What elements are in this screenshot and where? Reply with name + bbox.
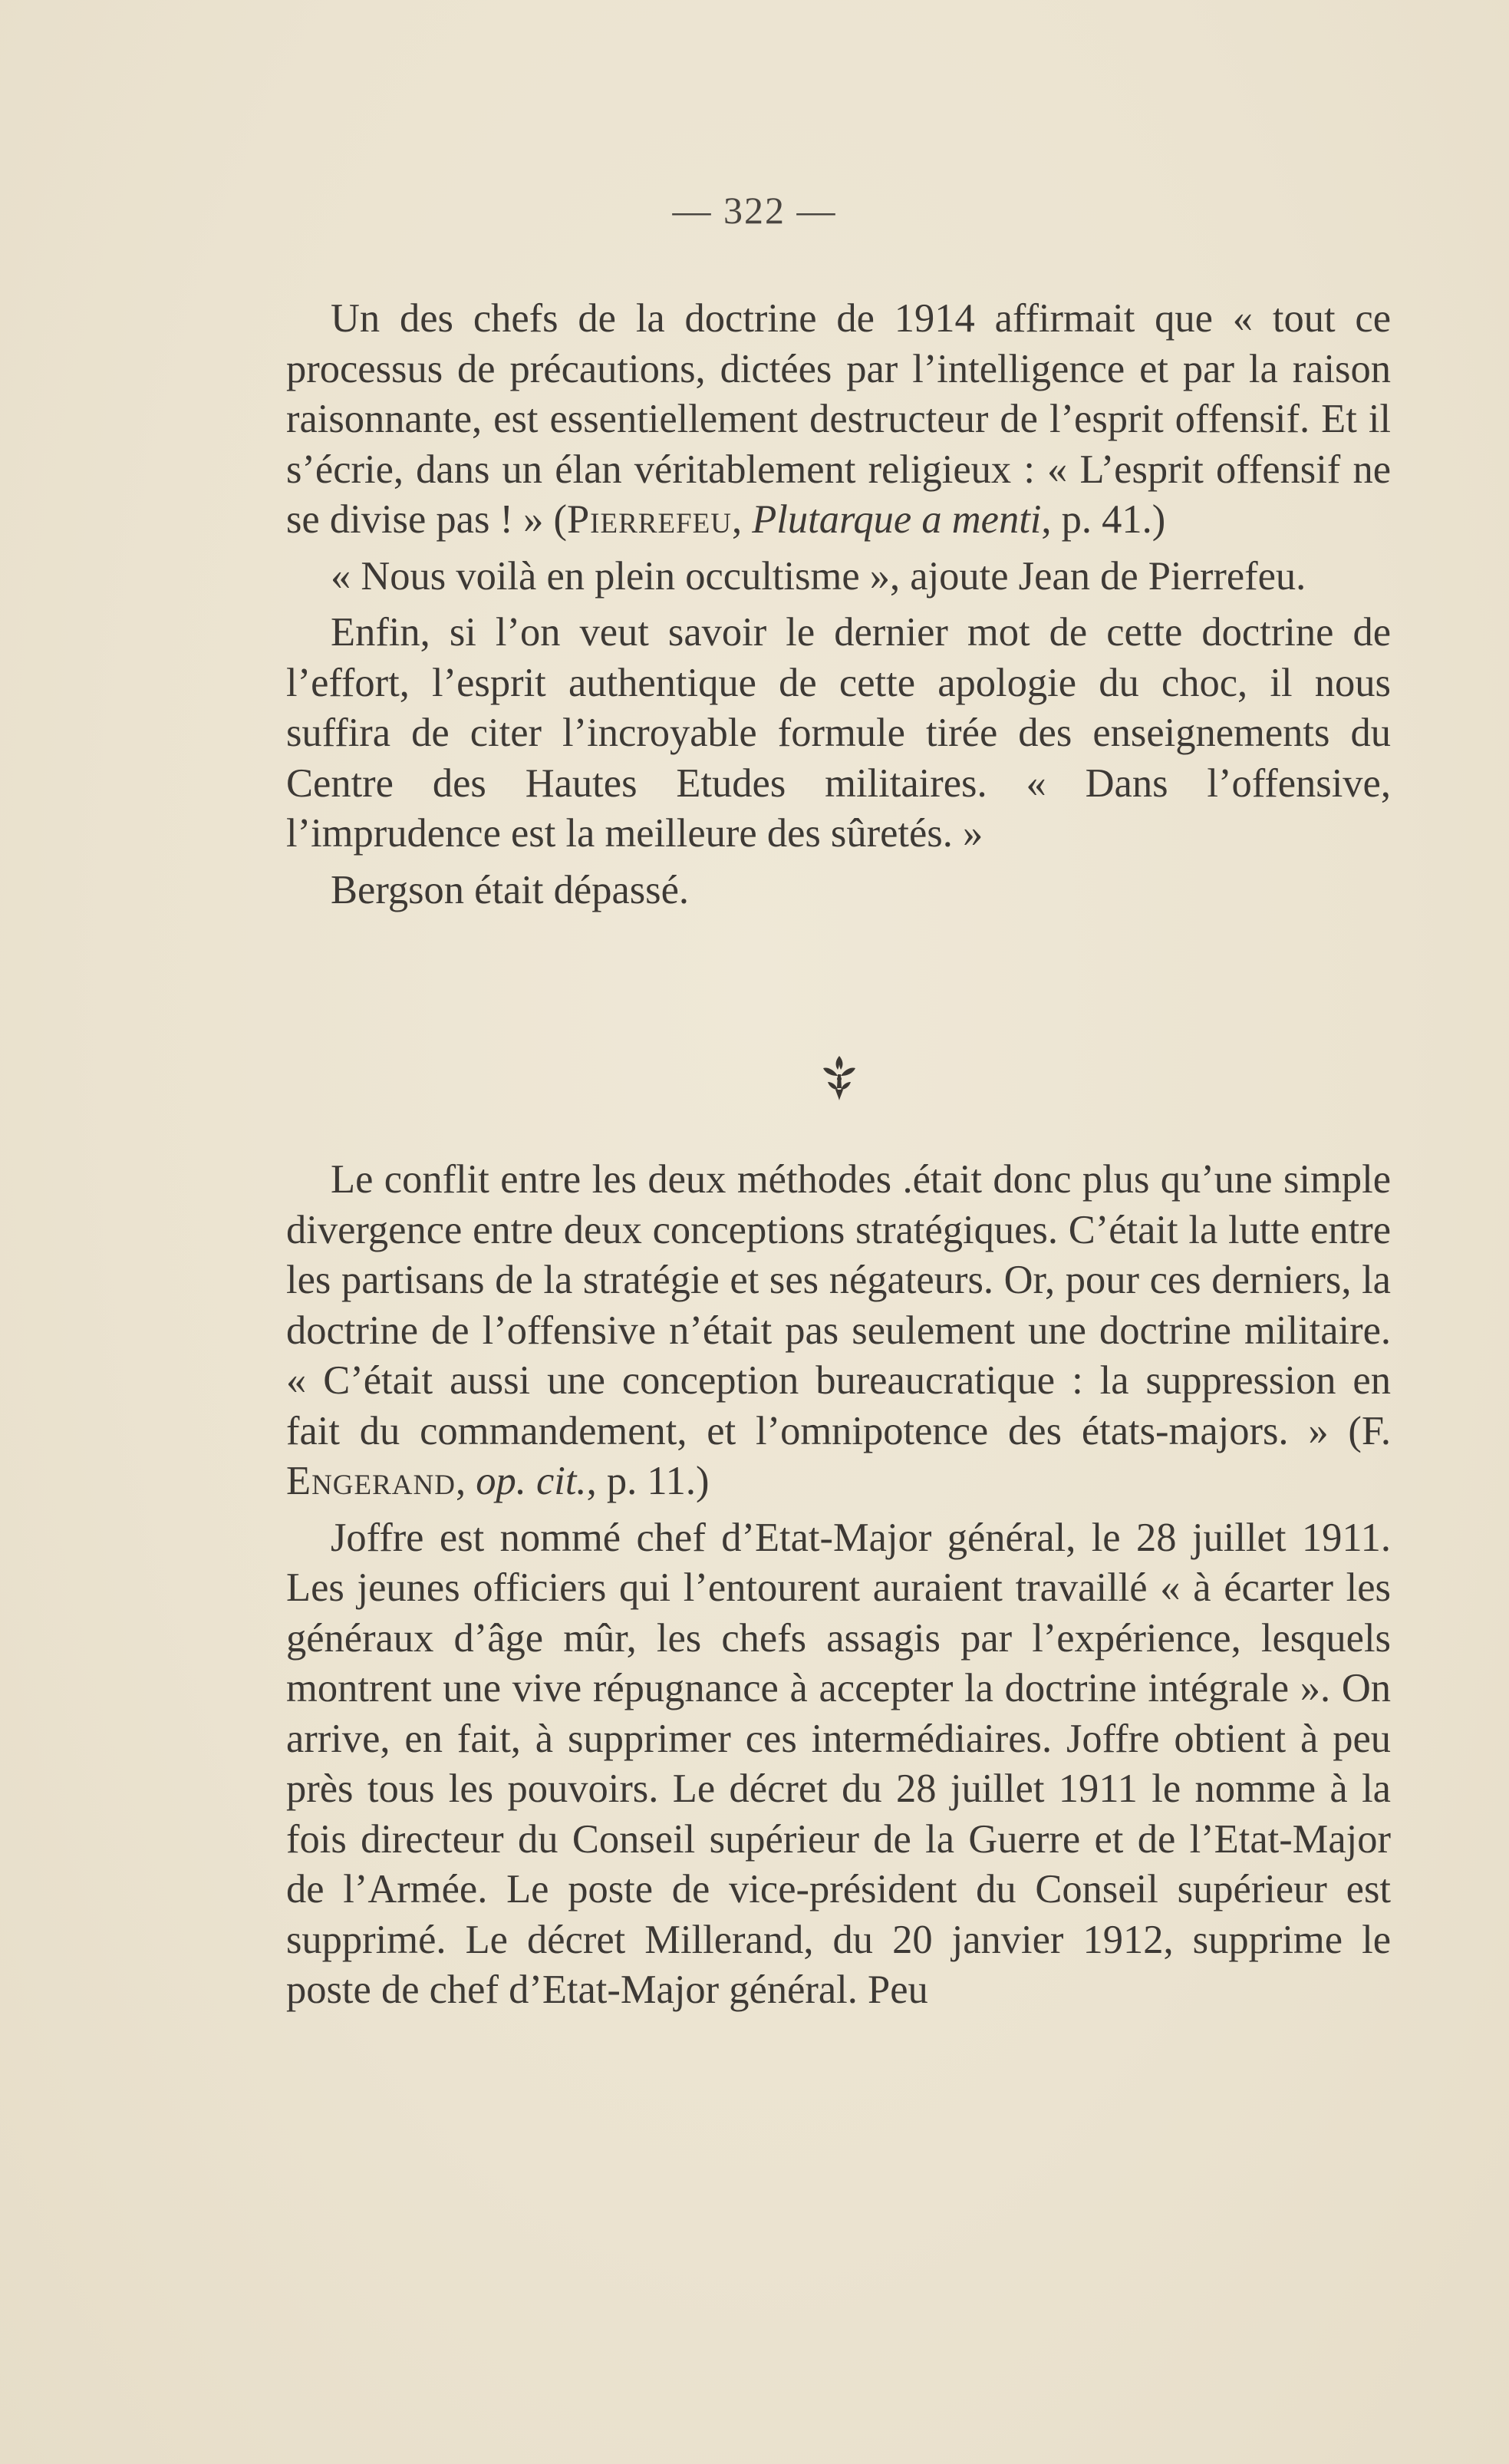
text-block-lower xyxy=(286,1155,1391,2016)
paragraph-conflit-methodes: Le conflit entre les deux méthodes .était donc plus qu’une simple divergence entre deux conceptions stratégiques. C’était la lutte entre les partisans de la stratégie et ses négateurs. Or, pour ces derniers, la doctrine de l’offensive n’était pas seulement une doctrine militaire. « C’était aussi une conception bureaucratique : la suppression en fait du commandement, et l’omnipotence des états-majors. » (F. Engerand, op. cit., p. 11.) xyxy=(286,1157,1391,1503)
paragraph-bergson: Bergson était dépassé. xyxy=(331,867,690,912)
citation-reference: op. cit. xyxy=(476,1459,587,1503)
fleuron-icon xyxy=(812,1051,866,1105)
text-block-upper xyxy=(286,294,1391,915)
paragraph-doctrine-effort: Enfin, si l’on veut savoir le dernier mot de cette doctrine de l’effort, l’esprit authentique de cette apologie du choc, il nous suffira de citer l’incroyable formule tirée des enseignements du Centre des Hautes Etudes militaires. « Dans l’offensive, l’imprudence est la meilleure des sûretés. » xyxy=(286,610,1391,856)
paragraph-occultisme: « Nous voilà en plein occultisme », ajoute Jean de Pierrefeu. xyxy=(331,553,1306,599)
page-number: — 322 — xyxy=(672,189,837,232)
author-name: Engerand xyxy=(286,1459,456,1503)
author-name: Pierrefeu xyxy=(566,497,732,542)
book-title: Plutarque a menti xyxy=(752,497,1042,542)
paragraph-joffre: Joffre est nommé chef d’Etat-Major général, le 28 juillet 1911. Les jeunes officiers qui l’entourent auraient travaillé « à écarter les généraux d’âge mûr, les chefs assagis par l’expérience, lesquels montrent une vive répugnance à accepter la doctrine intégrale ». On arrive, en fait, à supprimer ces intermédiaires. Joffre obtient à peu près tous les pouvoirs. Le décret du 28 juillet 1911 le nomme à la fois directeur du Conseil supérieur de la Guerre et de l’Etat-Major de l’Armée. Le poste de vice-président du Conseil supérieur est supprimé. Le décret Millerand, du 20 janvier 1912, supprime le poste de chef d’Etat-Major général. Peu xyxy=(286,1515,1391,2012)
paragraph-pierrefeu-quote: Un des chefs de la doctrine de 1914 affirmait que « tout ce processus de précautions, dictées par l’intelligence et par la raison raisonnante, est essentiellement destructeur de l’esprit offensif. Et il s’écrie, dans un élan véritablement religieux : « L’esprit offensif ne se divise pas ! » (Pierrefeu, Plutarque a menti, p. 41.) xyxy=(286,296,1391,542)
